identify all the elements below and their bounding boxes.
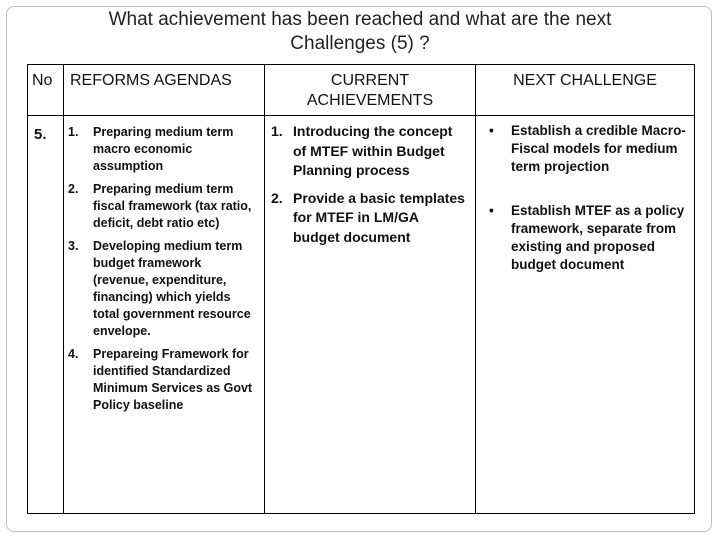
achievement-item: 1. Introducing the concept of MTEF within Budget Planning process (271, 123, 453, 178)
header-row (28, 65, 695, 116)
agenda-item: 1. Preparing medium term macro economic assumption (68, 125, 234, 173)
header-reforms: REFORMS AGENDAS (64, 65, 265, 116)
header-current: CURRENT ACHIEVEMENTS (265, 65, 476, 116)
row-number: 5. (28, 116, 64, 514)
reforms-cell (64, 116, 265, 514)
slide-title (40, 8, 680, 56)
table-row (28, 116, 695, 514)
challenges-cell (476, 116, 695, 514)
header-next: NEXT CHALLENGE (476, 65, 695, 116)
reforms-table (27, 64, 695, 514)
agenda-item: 2. Preparing medium term fiscal framework (tax ratio, deficit, debt ratio etc) (68, 182, 252, 230)
challenge-item: • Establish MTEF as a policy framework, separate from existing and proposed budget document (476, 202, 694, 274)
bullet-icon: • (489, 203, 494, 218)
header-no: No (28, 65, 64, 116)
agenda-item: 4. Prepareing Framework for identified Standardized Minimum Services as Govt Policy baseline (68, 347, 253, 412)
achievement-item: 2. Provide a basic templates for MTEF in LM/GA budget document (271, 189, 465, 245)
agenda-item: 3. Developing medium term budget framework (revenue, expenditure, financing) which yields total government resource envelope. (68, 239, 251, 338)
bullet-icon: • (489, 123, 494, 138)
title-line-2: Challenges (5) ? (290, 33, 430, 54)
achievements-cell (265, 116, 476, 514)
title-line-1: What achievement has been reached and what are the next (108, 9, 612, 30)
challenge-item: • Establish a credible Macro-Fiscal models for medium term projection (476, 122, 694, 176)
